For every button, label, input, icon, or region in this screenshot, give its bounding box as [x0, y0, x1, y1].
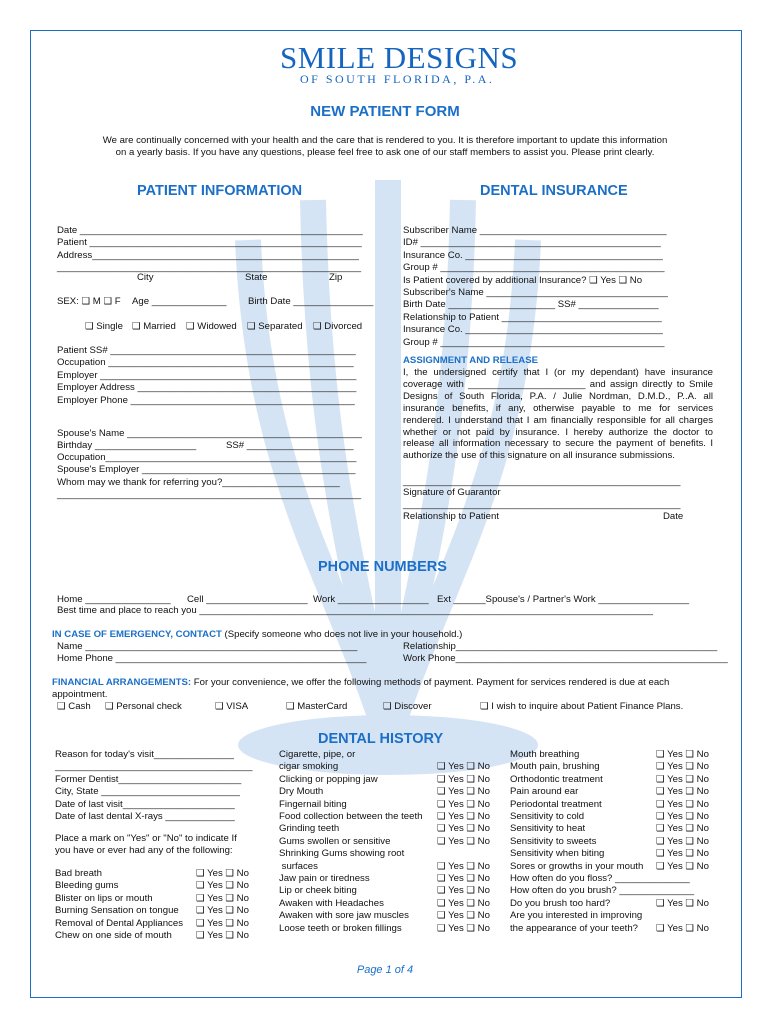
financial-heading — [52, 677, 669, 689]
yes-no-checkbox[interactable]: ❑ Yes ❑ No — [196, 905, 249, 917]
marital-divorced[interactable]: ❑ Divorced — [313, 321, 363, 332]
employer-phone-field[interactable]: Employer Phone __________________________________________ — [57, 394, 355, 406]
payment-discover[interactable]: ❑ Discover — [383, 701, 432, 712]
yes-no-spacer — [437, 749, 490, 761]
payment-finance-plan[interactable]: ❑ I wish to inquire about Patient Finance Plans. — [480, 701, 684, 712]
yes-no-checkbox[interactable]: ❑ Yes ❑ No — [437, 897, 490, 909]
group-2-field[interactable]: Group # __________________________________________ — [403, 336, 665, 348]
spouse-ss-field[interactable]: SS# ____________________ — [226, 440, 354, 451]
cell-phone-field[interactable]: Cell ___________________ — [187, 594, 308, 605]
yes-no-checkbox[interactable]: ❑ Yes ❑ No — [437, 922, 490, 934]
yes-no-checkbox[interactable]: ❑ Yes ❑ No — [437, 835, 490, 847]
history-item: Sensitivity to sweets — [510, 835, 597, 847]
yes-no-checkbox[interactable]: ❑ Yes ❑ No — [656, 860, 709, 872]
payment-cash[interactable]: ❑ Cash — [57, 701, 91, 712]
financial-label: FINANCIAL ARRANGEMENTS: — [52, 677, 192, 688]
history-item: Fingernail biting — [279, 798, 347, 810]
payment-check[interactable]: ❑ Personal check — [105, 701, 182, 712]
form-title: NEW PATIENT FORM — [310, 103, 460, 120]
history-item: the appearance of your teeth? — [510, 922, 639, 934]
yes-no-checkbox[interactable]: ❑ Yes ❑ No — [656, 761, 709, 773]
dental-history-header: DENTAL HISTORY — [318, 731, 444, 747]
history-item: Loose teeth or broken fillings — [279, 922, 402, 934]
marital-married[interactable]: ❑ Married — [132, 321, 176, 332]
relationship-field[interactable]: Relationship to Patient ______________________________ — [403, 311, 662, 323]
emergency-name-field[interactable]: Name ___________________________________________________ — [57, 641, 358, 652]
spouse-employer-field[interactable]: Spouse's Employer ________________________________________ — [57, 464, 356, 476]
financial-text: For your convenience, we offer the following methods of payment. Payment for services rendered is due at each — [193, 677, 670, 688]
emergency-work-phone-field[interactable]: Work Phone___________________________________________________ — [403, 653, 728, 664]
yes-no-checkbox[interactable]: ❑ Yes ❑ No — [196, 892, 249, 904]
city-state-field[interactable]: City, State __________________________ — [55, 786, 240, 798]
subscriber-birth-ss-field[interactable]: Birth Date ____________________ SS# _______________ — [403, 299, 659, 311]
yes-no-checkbox[interactable]: ❑ Yes ❑ No — [437, 885, 490, 897]
last-xrays-field[interactable]: Date of last dental X-rays _____________ — [55, 811, 235, 823]
logo-main: SMILE DESIGNS — [280, 40, 519, 75]
yes-no-checkbox[interactable]: ❑ Yes ❑ No — [656, 773, 709, 785]
marital-single[interactable]: ❑ Single — [85, 321, 123, 332]
financial-text-2: appointment. — [52, 689, 108, 700]
emergency-heading — [52, 629, 462, 641]
payment-visa[interactable]: ❑ VISA — [215, 701, 249, 712]
yes-no-checkbox[interactable]: ❑ Yes ❑ No — [656, 897, 709, 909]
history-item: Sores or growths in your mouth — [510, 860, 644, 872]
yes-no-checkbox[interactable]: ❑ Yes ❑ No — [656, 811, 709, 823]
yes-no-checkbox[interactable]: ❑ Yes ❑ No — [656, 798, 709, 810]
history-item: Sensitivity to cold — [510, 811, 585, 823]
history-left-fields — [55, 749, 252, 823]
work-phone-field[interactable]: Work _________________ — [313, 594, 429, 605]
history-item: Gums swollen or sensitive — [279, 835, 391, 847]
logo-sub: OF SOUTH FLORIDA, P.A. — [300, 72, 495, 86]
spouse-birthday-field[interactable]: Birthday ___________________ — [57, 440, 197, 451]
yes-no-checkbox[interactable]: ❑ Yes ❑ No — [437, 873, 490, 885]
brush-field[interactable]: How often do you brush? ______________ — [510, 885, 695, 897]
history-item: Bad breath — [55, 868, 102, 879]
relationship-label: Relationship to Patient — [403, 511, 499, 522]
emergency-label: IN CASE OF EMERGENCY, CONTACT — [52, 629, 222, 640]
payment-mastercard[interactable]: ❑ MasterCard — [286, 701, 348, 712]
additional-insurance-checkbox[interactable]: Is Patient covered by additional Insurance? ❑ Yes ❑ No — [403, 274, 643, 286]
yes-no-checkbox[interactable]: ❑ Yes ❑ No — [196, 917, 249, 929]
yes-no-checkbox[interactable]: ❑ Yes ❑ No — [437, 773, 490, 785]
history-item: Clicking or popping jaw — [279, 773, 378, 785]
assignment-header: ASSIGNMENT AND RELEASE — [403, 355, 539, 366]
yes-no-checkbox[interactable]: ❑ Yes ❑ No — [437, 786, 490, 798]
history-left-items — [55, 868, 183, 942]
zip-label: Zip — [329, 272, 343, 283]
history-item: Burning Sensation on tongue — [55, 905, 179, 917]
emergency-home-phone-field[interactable]: Home Phone _______________________________________________ — [57, 653, 367, 664]
history-item: Grinding teeth — [279, 823, 340, 835]
reason-line-2[interactable]: _____________________________________ — [55, 761, 253, 773]
referral-line-2[interactable]: _________________________________________________________ — [57, 489, 362, 501]
spouse-fields — [57, 452, 361, 502]
history-item: Pain around ear — [510, 786, 579, 798]
group-field[interactable]: Group # __________________________________________ — [403, 262, 665, 274]
history-item: Chew on one side of mouth — [55, 930, 172, 942]
spouse-name-field[interactable]: Spouse's Name ____________________________________________ — [57, 428, 362, 439]
yes-no-checkbox[interactable]: ❑ Yes ❑ No — [196, 930, 249, 942]
history-item: Periodontal treatment — [510, 798, 602, 810]
yes-no-checkbox[interactable]: ❑ Yes ❑ No — [656, 848, 709, 860]
insurance-fields — [403, 225, 668, 349]
marital-widowed[interactable]: ❑ Widowed — [186, 321, 237, 332]
employer-address-field[interactable]: Employer Address _________________________________________ — [57, 382, 357, 394]
relationship-line[interactable]: ____________________________________________________ — [403, 499, 681, 510]
history-item: Do you brush too hard? — [510, 897, 611, 909]
patient-employment-fields — [57, 345, 356, 407]
occupation-field[interactable]: Occupation ______________________________________________ — [57, 357, 354, 369]
marital-separated[interactable]: ❑ Separated — [247, 321, 303, 332]
history-item: Jaw pain or tiredness — [279, 873, 370, 885]
referral-field[interactable]: Whom may we thank for referring you?______________________ — [57, 476, 340, 488]
history-item: Awaken with Headaches — [279, 897, 384, 909]
address-line-2[interactable]: _________________________________________________________ — [57, 262, 362, 274]
yes-no-checkbox[interactable]: ❑ Yes ❑ No — [437, 811, 490, 823]
yes-no-checkbox[interactable]: ❑ Yes ❑ No — [656, 835, 709, 847]
history-middle-items — [279, 749, 422, 935]
date-field[interactable]: Date _____________________________________________________ — [57, 225, 363, 236]
yes-no-checkbox[interactable]: ❑ Yes ❑ No — [196, 880, 249, 892]
yes-no-checkbox[interactable]: ❑ Yes ❑ No — [437, 798, 490, 810]
history-item: Sensitivity when biting — [510, 848, 605, 860]
yes-no-checkbox[interactable]: ❑ Yes ❑ No — [437, 910, 490, 922]
yes-no-checkbox[interactable]: ❑ Yes ❑ No — [196, 868, 249, 879]
employer-field[interactable]: Employer ________________________________________________ — [57, 369, 357, 381]
patient-info-fields — [57, 225, 363, 275]
birth-date-field[interactable]: Birth Date _______________ — [248, 296, 374, 307]
date-label: Date — [663, 511, 684, 522]
state-label: State — [245, 272, 268, 283]
spouse-occupation-field[interactable]: Occupation_______________________________________________ — [57, 452, 357, 463]
history-left-yn — [196, 868, 249, 942]
home-phone-field[interactable]: Home ________________ — [57, 594, 171, 605]
history-item: Removal of Dental Appliances — [55, 917, 183, 929]
insurance-co-field[interactable]: Insurance Co. _____________________________________ — [403, 249, 663, 261]
phone-numbers-header: PHONE NUMBERS — [318, 559, 447, 575]
history-item: Lip or cheek biting — [279, 885, 357, 897]
signature-label: Signature of Guarantor — [403, 487, 501, 498]
assignment-text: I, the undersigned certify that I (or my dependant) have insurance coverage with ______________________ and assign directly to Smile Designs of South Florida, P.A. / Julie Nordman, D.M.D., P..A. all insurance benefits, if any, otherwise payable to me for services rendered. I understand that I am financially responsible for all charges whether or not paid by insurance. I hereby authorize the doctor to release all information necessary to secure the payment of benefits. I authorize the use of this signature on all insurance submissions. — [403, 367, 713, 462]
history-item: Are you interested in improving — [510, 910, 643, 922]
sex-checkboxes[interactable]: SEX: ❑ M ❑ F — [57, 296, 121, 307]
reason-for-visit-field[interactable]: Reason for today's visit_______________ — [55, 749, 234, 760]
patient-field[interactable]: Patient ___________________________________________________ — [57, 237, 362, 249]
yes-no-checkbox[interactable]: ❑ Yes ❑ No — [656, 823, 709, 835]
yes-no-checkbox[interactable]: ❑ Yes ❑ No — [656, 749, 709, 760]
history-item: Bleeding gums — [55, 880, 119, 892]
history-item: Mouth breathing — [510, 749, 580, 760]
history-item: Shrinking Gums showing root — [279, 848, 405, 860]
subscriber-name-field[interactable]: Subscriber Name ___________________________________ — [403, 225, 667, 236]
history-item: Blister on lips or mouth — [55, 892, 153, 904]
yes-no-checkbox[interactable]: ❑ Yes ❑ No — [437, 860, 490, 872]
id-field[interactable]: ID# _____________________________________________ — [403, 237, 661, 249]
insurance-co-2-field[interactable]: Insurance Co. _____________________________________ — [403, 324, 663, 336]
history-item: cigar smoking — [279, 761, 339, 773]
history-item: Orthodontic treatment — [510, 773, 603, 785]
yes-no-checkbox[interactable]: ❑ Yes ❑ No — [656, 922, 709, 934]
instruction-line-2: you have or ever had any of the following: — [55, 845, 233, 856]
address-field[interactable]: Address__________________________________________________ — [57, 249, 359, 261]
former-dentist-field[interactable]: Former Dentist_______________________ — [55, 773, 242, 785]
yes-no-checkbox[interactable]: ❑ Yes ❑ No — [437, 823, 490, 835]
history-item: Food collection between the teeth — [279, 811, 423, 823]
city-label: City — [137, 272, 154, 283]
last-visit-field[interactable]: Date of last visit_____________________ — [55, 798, 235, 810]
dental-insurance-header: DENTAL INSURANCE — [480, 183, 628, 199]
yes-no-spacer — [437, 848, 490, 860]
page-number: Page 1 of 4 — [356, 964, 414, 976]
best-time-field[interactable]: Best time and place to reach you _____________________________________________________________________________________ — [57, 605, 653, 616]
history-item: Mouth pain, brushing — [510, 761, 600, 773]
ext-spouse-work-field[interactable]: Ext ______Spouse's / Partner's Work _________________ — [437, 594, 690, 605]
instruction-line-1: Place a mark on "Yes" or "No" to indicate If — [55, 833, 237, 844]
history-item: Dry Mouth — [279, 786, 324, 798]
emergency-relationship-field[interactable]: Relationship_________________________________________________ — [403, 641, 718, 652]
age-field[interactable]: Age ______________ — [132, 296, 227, 307]
emergency-note: (Specify someone who does not live in your household.) — [224, 629, 463, 640]
history-item: surfaces — [279, 860, 318, 872]
patient-info-header: PATIENT INFORMATION — [137, 183, 303, 199]
history-item: Cigarette, pipe, or — [279, 749, 356, 760]
history-item: Sensitivity to heat — [510, 823, 586, 835]
history-middle-yn — [437, 749, 490, 935]
floss-field[interactable]: How often do you floss? ______________ — [510, 873, 690, 885]
signature-line[interactable]: ____________________________________________________ — [403, 476, 681, 487]
history-right-yn — [656, 749, 709, 935]
yes-no-spacer — [656, 885, 709, 897]
yes-no-spacer — [656, 873, 709, 885]
patient-ss-field[interactable]: Patient SS# ______________________________________________ — [57, 345, 356, 356]
intro-line-2: on a yearly basis. If you have any questions, please feel free to ask one of our staff members to assist you. Please print clearly. — [115, 147, 655, 158]
yes-no-spacer — [656, 910, 709, 922]
subscriber-name-2-field[interactable]: Subscriber's Name __________________________________ — [403, 287, 668, 299]
yes-no-checkbox[interactable]: ❑ Yes ❑ No — [437, 761, 490, 773]
history-item: Awaken with sore jaw muscles — [279, 910, 409, 922]
intro-line-1: We are continually concerned with your health and the care that is rendered to you. It is therefore important to update this information — [102, 135, 668, 146]
yes-no-checkbox[interactable]: ❑ Yes ❑ No — [656, 786, 709, 798]
